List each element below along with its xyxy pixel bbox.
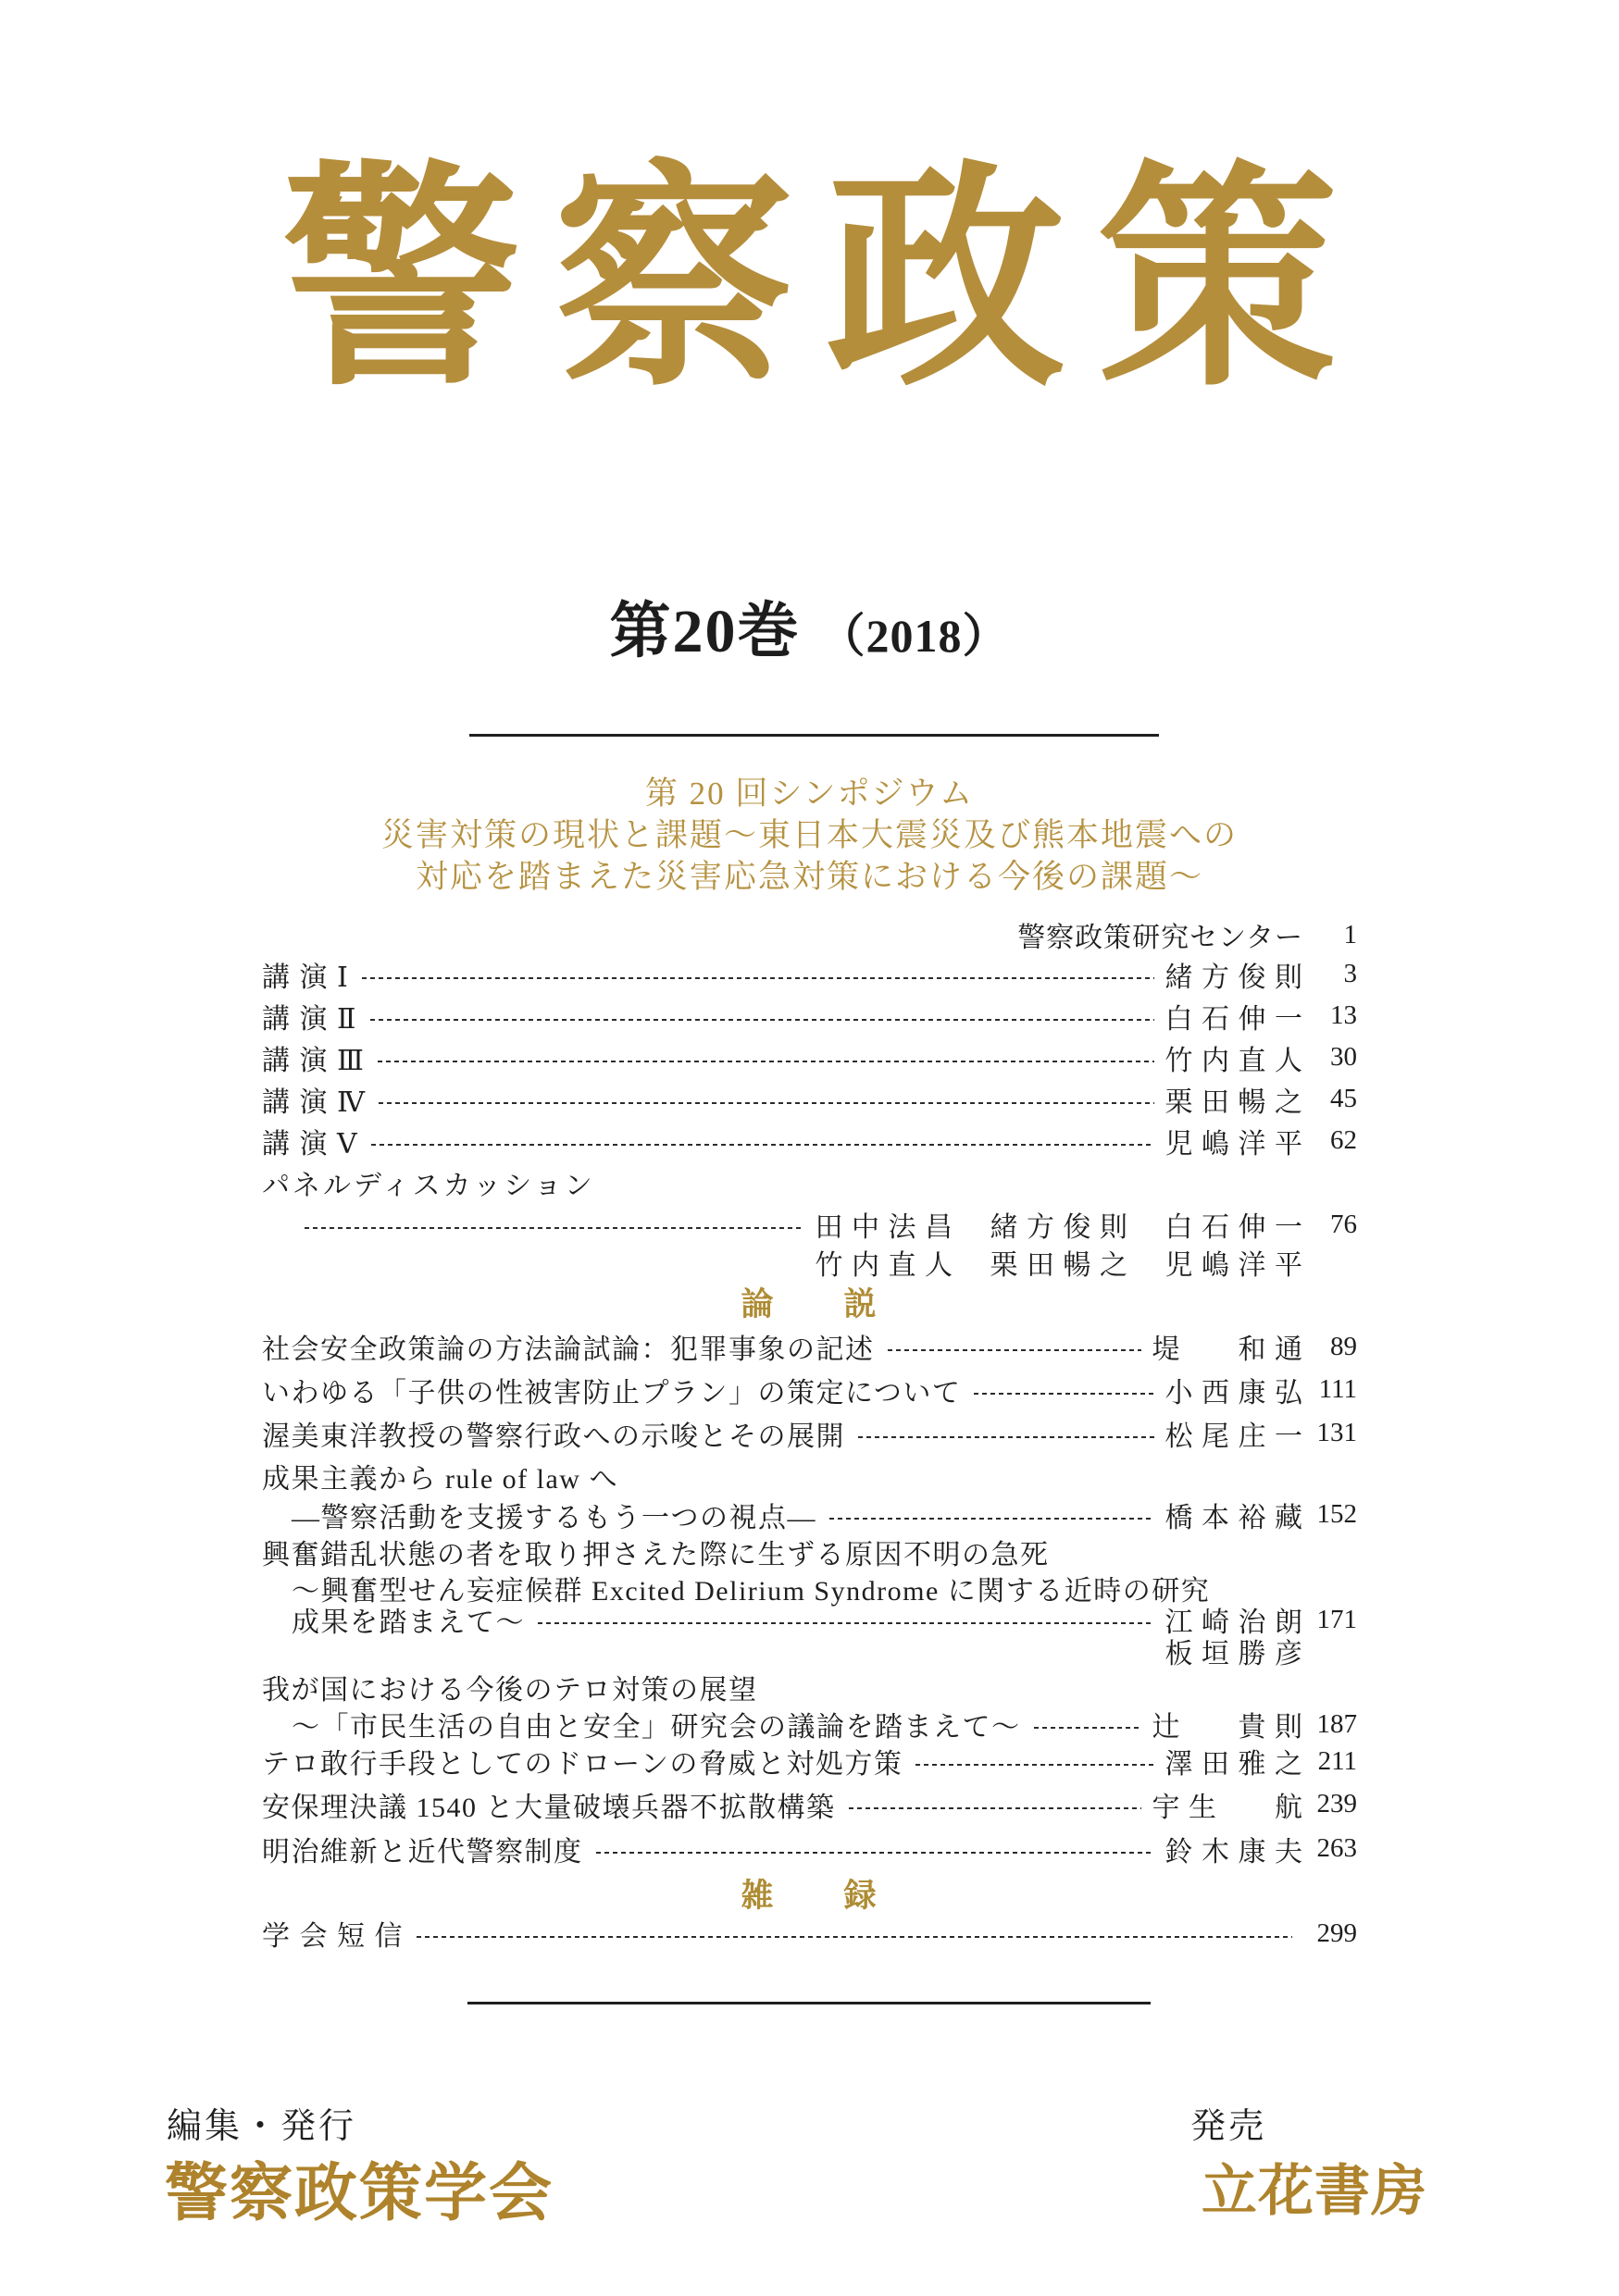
dotted-leader xyxy=(849,1807,1141,1809)
toc-row-credit xyxy=(262,916,1357,953)
volume-line xyxy=(0,581,1619,669)
entry-page: 187 xyxy=(1316,1708,1357,1739)
dotted-leader xyxy=(915,1764,1153,1766)
symposium-line-1: 第 20 回シンポジウム xyxy=(644,776,975,812)
dotted-leader xyxy=(362,977,1153,979)
entry-author: 緒 方 俊 則 xyxy=(1164,962,1303,993)
dotted-leader xyxy=(371,1144,1153,1146)
toc-entry-line xyxy=(262,1532,1357,1572)
entry-page: 299 xyxy=(1316,1917,1357,1948)
entry-author: 栗 田 暢 之 xyxy=(1164,1086,1303,1118)
dotted-leader xyxy=(974,1393,1153,1395)
entry-page: 239 xyxy=(1316,1789,1357,1818)
entry-title: 講 演 Ⅱ xyxy=(262,1003,357,1035)
entry-page: 62 xyxy=(1330,1125,1357,1155)
dotted-leader xyxy=(417,1936,1292,1938)
entry-title: 学 会 短 信 xyxy=(262,1921,404,1952)
toc-entry-line xyxy=(262,1707,1357,1741)
dotted-leader xyxy=(888,1349,1141,1351)
entry-page: 3 xyxy=(1343,959,1357,988)
dotted-leader xyxy=(1034,1727,1141,1729)
symposium-line-3: 対応を踏まえた災害応急対策における今後の課題～ xyxy=(415,859,1203,895)
entry-title: 講 演 Ⅰ xyxy=(262,962,350,993)
toc-entry-line xyxy=(262,1667,1357,1707)
entry-author: 橋 本 裕 藏 xyxy=(1164,1502,1303,1533)
dotted-leader xyxy=(858,1436,1154,1438)
entry-author: 松 尾 庄 一 xyxy=(1164,1421,1303,1452)
entry-title: テロ敢行手段としてのドローンの脅威と対処方策 xyxy=(262,1749,903,1780)
entry-title-continued: ～興奮型せん妄症候群 Excited Delirium Syndrome に関する近時の研究 xyxy=(292,1576,1211,1607)
entry-title: 興奮錯乱状態の者を取り押さえた際に生ずる原因不明の急死 xyxy=(262,1540,1050,1570)
entry-title: 講 演 Ⅴ xyxy=(262,1128,359,1160)
publisher-name: 警察政策学会 xyxy=(165,2158,554,2228)
toc-row-lecture xyxy=(262,995,1357,1036)
entry-author: 板 垣 勝 彦 xyxy=(1164,1639,1303,1669)
entry-title: 講 演 Ⅲ xyxy=(262,1045,366,1076)
entry-page: 89 xyxy=(1330,1331,1357,1361)
toc-entry-author2 xyxy=(262,1635,1357,1667)
toc-row-panel-authors-1 xyxy=(262,1203,1357,1246)
entry-title: 安保理決議 1540 と大量破壊兵器不拡散構築 xyxy=(262,1792,836,1823)
entry-page: 45 xyxy=(1330,1084,1357,1113)
entry-author: 竹 内 直 人 栗 田 暢 之 児 嶋 洋 平 xyxy=(815,1250,1303,1281)
entry-author: 田 中 法 昌 緒 方 俊 則 白 石 伸 一 xyxy=(815,1212,1303,1243)
table-of-contents xyxy=(262,916,1357,1950)
entry-page: 171 xyxy=(1316,1604,1357,1634)
dotted-leader xyxy=(378,1061,1153,1062)
entry-title: 我が国における今後のテロ対策の展望 xyxy=(262,1675,758,1706)
entry-page: 1 xyxy=(1343,919,1357,949)
entry-author: 小 西 康 弘 xyxy=(1164,1377,1303,1409)
dotted-leader xyxy=(370,1019,1154,1021)
entry-author: 澤 田 雅 之 xyxy=(1164,1749,1303,1780)
entry-title: 明治維新と近代警察制度 xyxy=(262,1836,583,1868)
toc-row-panel-authors-2 xyxy=(262,1246,1357,1279)
entry-title: いわゆる「子供の性被害防止プラン」の策定について xyxy=(262,1377,962,1409)
dotted-leader xyxy=(596,1852,1154,1854)
toc-entry xyxy=(262,1827,1357,1870)
volume-year: （2018） xyxy=(818,610,1010,662)
entry-title-continued: 成果を踏まえて～ xyxy=(292,1607,525,1638)
section-header-ronsetsu: 論 説 xyxy=(741,1286,878,1322)
symposium-line-2: 災害対策の現状と課題～東日本大震災及び熊本地震への xyxy=(380,817,1238,853)
toc-row-misc xyxy=(262,1917,1357,1950)
entry-title-continued: ～「市民生活の自由と安全」研究会の議論を踏まえて～ xyxy=(292,1712,1021,1743)
top-divider xyxy=(469,734,1159,737)
entry-page: 131 xyxy=(1316,1418,1357,1447)
entry-title-continued: ―警察活動を支援するもう一つの視点― xyxy=(292,1502,816,1533)
entry-page: 76 xyxy=(1330,1209,1357,1239)
volume-number: 第20巻 xyxy=(609,598,801,665)
entry-page: 263 xyxy=(1316,1833,1357,1863)
entry-author: 竹 内 直 人 xyxy=(1164,1045,1303,1076)
dotted-leader xyxy=(379,1102,1153,1104)
entry-page: 152 xyxy=(1316,1499,1357,1529)
entry-title: 社会安全政策論の方法論試論：犯罪事象の記述 xyxy=(262,1334,875,1365)
dotted-leader xyxy=(829,1518,1154,1520)
masthead-title: 警察政策 xyxy=(281,149,1371,414)
entry-page: 111 xyxy=(1318,1374,1357,1404)
entry-author: 宇 生 航 xyxy=(1152,1792,1303,1823)
toc-entry xyxy=(262,1741,1357,1781)
entry-author: 堤 和 通 xyxy=(1152,1334,1303,1365)
entry-page: 13 xyxy=(1330,1000,1357,1030)
entry-title: 講 演 Ⅳ xyxy=(262,1086,367,1118)
dotted-leader xyxy=(305,1227,804,1229)
toc-entry xyxy=(262,1411,1357,1455)
entry-title: 成果主義から rule of law へ xyxy=(262,1464,618,1495)
toc-row-panel-label xyxy=(262,1161,1357,1203)
dotted-leader xyxy=(538,1622,1154,1624)
entry-author: 白 石 伸 一 xyxy=(1164,1003,1303,1035)
publisher-role-label: 編集・発行 xyxy=(167,2107,357,2146)
entry-author: 児 嶋 洋 平 xyxy=(1164,1128,1303,1160)
entry-author: 辻 貴 則 xyxy=(1152,1712,1303,1743)
symposium-heading xyxy=(0,773,1619,898)
entry-author: 警察政策研究センター xyxy=(1017,923,1303,953)
entry-title: パネルディスカッション xyxy=(262,1170,595,1201)
bottom-divider xyxy=(467,2002,1151,2004)
distributor-name: 立花書房 xyxy=(1202,2161,1427,2222)
entry-page: 30 xyxy=(1330,1042,1357,1072)
entry-author: 鈴 木 康 夫 xyxy=(1164,1836,1303,1868)
toc-row-lecture xyxy=(262,1036,1357,1078)
toc-row-lecture xyxy=(262,953,1357,995)
toc-entry-line xyxy=(262,1455,1357,1497)
toc-entry xyxy=(262,1781,1357,1827)
toc-row-lecture xyxy=(262,1078,1357,1120)
toc-entry-line xyxy=(262,1497,1357,1532)
toc-row-lecture xyxy=(262,1120,1357,1161)
toc-entry xyxy=(262,1325,1357,1368)
section-header-zatsuroku: 雑 録 xyxy=(741,1878,878,1914)
entry-author: 江 崎 治 朗 xyxy=(1164,1607,1303,1638)
toc-entry xyxy=(262,1368,1357,1411)
entry-page: 211 xyxy=(1317,1745,1357,1776)
distributor-role-label: 発売 xyxy=(1190,2107,1267,2146)
entry-title: 渥美東洋教授の警察行政への示唆とその展開 xyxy=(262,1421,845,1452)
